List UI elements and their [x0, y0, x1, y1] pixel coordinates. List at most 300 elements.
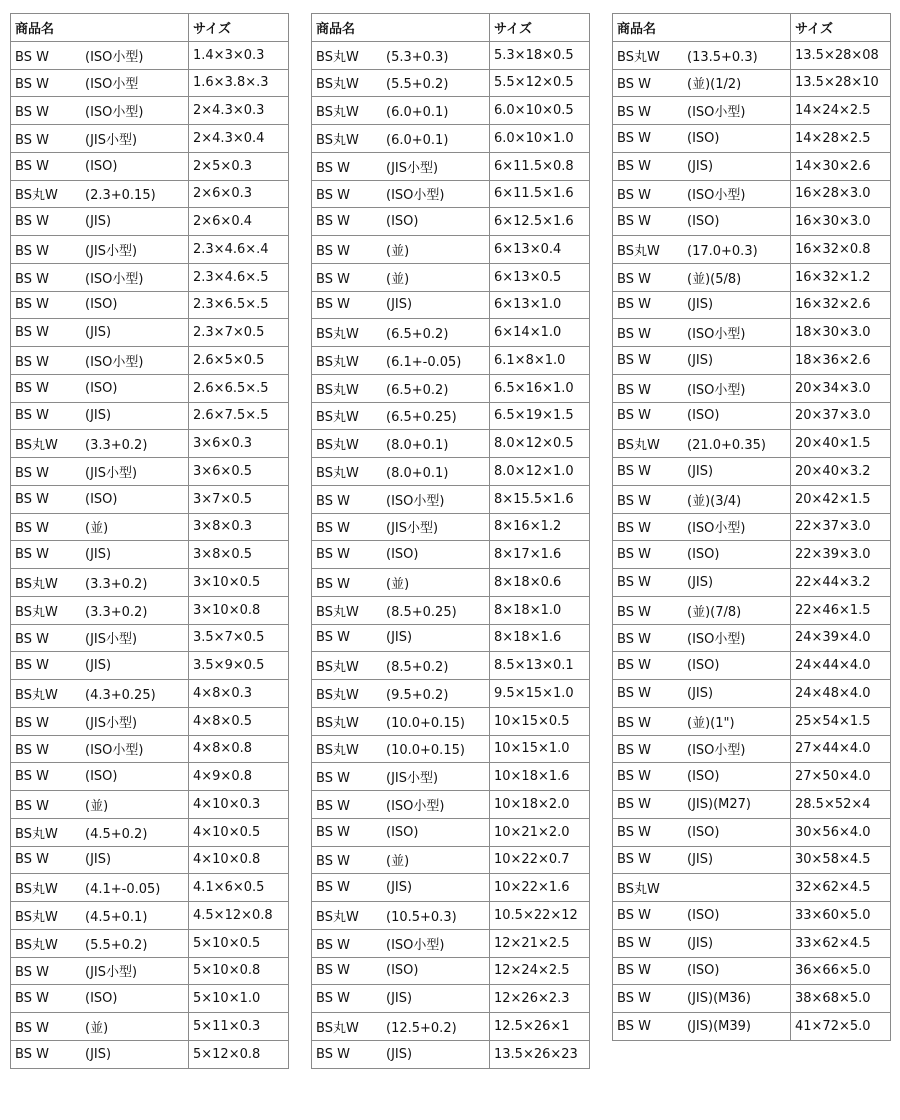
product-spec: (ISO): [687, 408, 720, 424]
product-spec: (ISO小型): [687, 105, 746, 121]
size-cell: 2×4.3×0.3: [189, 97, 289, 125]
size-cell: 5.5×12×0.5: [490, 69, 590, 97]
product-name: BS W: [316, 771, 350, 787]
product-name: BS W: [617, 521, 651, 537]
product-name-cell: [312, 763, 490, 791]
product-name-cell: [11, 985, 189, 1013]
product-name-cell: [312, 458, 490, 486]
product-name: BS丸W: [617, 882, 660, 898]
product-name-cell: [11, 929, 189, 957]
table-row: [11, 763, 289, 791]
product-name: BS丸W: [316, 465, 359, 481]
product-name-cell: [11, 97, 189, 125]
size-cell: 2×4.3×0.4: [189, 125, 289, 153]
product-spec: (ISO小型): [386, 493, 445, 509]
size-cell: 13.5×28×10: [791, 69, 891, 97]
product-name-cell: [312, 929, 490, 957]
product-name-cell: [11, 1013, 189, 1041]
product-name-cell: [11, 902, 189, 930]
product-name: BS丸W: [316, 105, 359, 121]
table-row: [11, 985, 289, 1013]
table-row: [613, 236, 891, 264]
product-spec: (JIS小型): [386, 771, 439, 787]
size-cell: 6×13×1.0: [490, 291, 590, 319]
table-row: [613, 291, 891, 319]
table-row: [312, 430, 590, 458]
product-spec: (JIS小型): [85, 132, 138, 148]
size-cell: 5×12×0.8: [189, 1040, 289, 1068]
product-name-cell: [11, 874, 189, 902]
size-cell: 24×39×4.0: [791, 624, 891, 652]
product-name: BS W: [617, 352, 651, 368]
product-spec: (8.0+0.1): [386, 465, 449, 481]
product-name-cell: [613, 236, 791, 264]
product-name: BS W: [15, 547, 49, 563]
product-spec: (JIS小型): [386, 160, 439, 176]
size-cell: 2.3×4.6×.4: [189, 236, 289, 264]
table-row: [613, 208, 891, 236]
size-cell: 20×40×3.2: [791, 458, 891, 486]
product-name-cell: [312, 374, 490, 402]
product-spec: (ISO): [85, 297, 118, 313]
size-cell: 20×42×1.5: [791, 485, 891, 513]
product-name: BS W: [617, 408, 651, 424]
product-name-cell: [613, 347, 791, 375]
product-name-cell: [11, 458, 189, 486]
product-name: BS W: [15, 465, 49, 481]
table-row: [312, 569, 590, 597]
product-spec: (JIS小型): [85, 243, 138, 259]
table-row: [11, 1013, 289, 1041]
table-row: [312, 652, 590, 680]
product-name-cell: [613, 596, 791, 624]
header-size: サイズ: [791, 14, 891, 42]
table-row: [613, 707, 891, 735]
product-name-cell: [11, 513, 189, 541]
product-spec: (JIS)(M27): [687, 796, 751, 812]
product-spec: (並): [386, 243, 410, 259]
product-name: BS W: [15, 132, 49, 148]
product-name: BS丸W: [15, 909, 58, 925]
size-cell: 4.5×12×0.8: [189, 902, 289, 930]
product-name: BS W: [15, 991, 49, 1007]
size-cell: 10.5×22×12: [490, 902, 590, 930]
product-name: BS丸W: [316, 438, 359, 454]
size-cell: 10×15×1.0: [490, 735, 590, 763]
table-row: [312, 541, 590, 569]
product-name: BS W: [617, 214, 651, 230]
size-cell: 22×39×3.0: [791, 541, 891, 569]
size-cell: 6×11.5×0.8: [490, 152, 590, 180]
table-header-row: [11, 14, 289, 42]
product-name-cell: [312, 735, 490, 763]
product-spec: (並): [85, 521, 109, 537]
product-spec: (ISO): [85, 158, 118, 174]
size-cell: 2.6×5×0.5: [189, 347, 289, 375]
product-name-cell: [312, 430, 490, 458]
product-name: BS W: [617, 327, 651, 343]
product-name-cell: [613, 707, 791, 735]
product-name: BS W: [15, 632, 49, 648]
product-name: BS W: [617, 907, 651, 923]
product-table-1: [10, 13, 289, 1069]
product-spec: (JIS): [386, 297, 413, 313]
product-name-cell: [613, 319, 791, 347]
size-cell: 2.3×7×0.5: [189, 319, 289, 347]
product-spec: (ISO小型): [85, 105, 144, 121]
product-name-cell: [312, 680, 490, 708]
table-header-row: [613, 14, 891, 42]
product-spec: (ISO): [687, 658, 720, 674]
table-row: [312, 41, 590, 69]
table-row: [613, 652, 891, 680]
product-name: BS丸W: [15, 826, 58, 842]
table-row: [312, 291, 590, 319]
table-row: [613, 319, 891, 347]
product-name-cell: [11, 1040, 189, 1068]
product-name-cell: [613, 458, 791, 486]
product-spec: (並): [386, 271, 410, 287]
size-cell: 14×30×2.6: [791, 152, 891, 180]
table-row: [312, 902, 590, 930]
product-name-cell: [613, 874, 791, 902]
table-row: [11, 569, 289, 597]
size-cell: 6×14×1.0: [490, 319, 590, 347]
product-spec: (ISO): [386, 214, 419, 230]
product-name: BS丸W: [617, 438, 660, 454]
product-spec: (ISO小型: [85, 77, 139, 93]
size-cell: 6.0×10×1.0: [490, 125, 590, 153]
product-spec: (JIS小型): [85, 965, 138, 981]
size-cell: 3×8×0.5: [189, 541, 289, 569]
table-row: [613, 1013, 891, 1041]
product-name: BS W: [617, 188, 651, 204]
product-name: BS W: [617, 715, 651, 731]
size-cell: 3×10×0.8: [189, 596, 289, 624]
product-name-cell: [11, 319, 189, 347]
table-row: [11, 846, 289, 874]
product-spec: (21.0+0.35): [687, 438, 766, 454]
product-spec: (ISO小型): [386, 798, 445, 814]
product-spec: (17.0+0.3): [687, 243, 758, 259]
table-row: [312, 97, 590, 125]
table-row: [312, 125, 590, 153]
product-name: BS W: [617, 574, 651, 590]
product-name-cell: [312, 180, 490, 208]
size-cell: 22×44×3.2: [791, 569, 891, 597]
product-name: BS丸W: [316, 132, 359, 148]
product-name-cell: [312, 236, 490, 264]
product-spec: (ISO小型): [687, 188, 746, 204]
product-name-cell: [613, 180, 791, 208]
size-cell: 6.5×16×1.0: [490, 374, 590, 402]
table-row: [11, 41, 289, 69]
product-name-cell: [11, 152, 189, 180]
product-spec: (3.3+0.2): [85, 438, 148, 454]
size-cell: 3×8×0.3: [189, 513, 289, 541]
product-spec: (並)(7/8): [687, 604, 742, 620]
table-row: [11, 874, 289, 902]
table-row: [312, 707, 590, 735]
table-row: [312, 1040, 590, 1068]
product-spec: (JIS): [85, 408, 112, 424]
product-name: BS W: [15, 380, 49, 396]
product-spec: (ISO): [386, 547, 419, 563]
product-name-cell: [613, 652, 791, 680]
table-row: [312, 374, 590, 402]
table-row: [613, 874, 891, 902]
product-spec: (4.3+0.25): [85, 687, 156, 703]
product-name: BS丸W: [15, 882, 58, 898]
table-row: [312, 69, 590, 97]
size-cell: 38×68×5.0: [791, 985, 891, 1013]
product-name-cell: [11, 374, 189, 402]
product-name-cell: [312, 818, 490, 846]
product-spec: (12.5+0.2): [386, 1020, 457, 1036]
product-spec: (9.5+0.2): [386, 687, 449, 703]
product-spec: (6.0+0.1): [386, 105, 449, 121]
product-spec: (ISO): [687, 907, 720, 923]
product-spec: (ISO): [687, 769, 720, 785]
table-row: [312, 596, 590, 624]
product-spec: (並): [386, 576, 410, 592]
product-name-cell: [613, 97, 791, 125]
table-row: [11, 791, 289, 819]
product-spec: (8.5+0.25): [386, 604, 457, 620]
product-name-cell: [11, 291, 189, 319]
product-spec: (4.5+0.1): [85, 909, 148, 925]
product-name: BS W: [316, 963, 350, 979]
table-row: [613, 125, 891, 153]
product-spec: (ISO): [386, 963, 419, 979]
product-name: BS W: [316, 188, 350, 204]
product-table-3: [612, 13, 891, 1041]
product-name-cell: [11, 957, 189, 985]
table-row: [613, 97, 891, 125]
product-name: BS W: [617, 963, 651, 979]
size-cell: 12.5×26×1: [490, 1013, 590, 1041]
size-cell: 5×10×0.8: [189, 957, 289, 985]
size-cell: 18×30×3.0: [791, 319, 891, 347]
product-name-cell: [11, 236, 189, 264]
product-name: BS W: [617, 105, 651, 121]
product-spec: (2.3+0.15): [85, 188, 156, 204]
product-table-2: [311, 13, 590, 1069]
product-name-cell: [613, 374, 791, 402]
table-row: [613, 902, 891, 930]
table-row: [11, 208, 289, 236]
table-row: [11, 402, 289, 430]
table-row: [613, 402, 891, 430]
product-name: BS W: [15, 408, 49, 424]
table-row: [312, 236, 590, 264]
product-name: BS W: [617, 685, 651, 701]
product-name-cell: [312, 624, 490, 652]
product-name: BS W: [617, 1018, 651, 1034]
product-spec: (JIS): [386, 1046, 413, 1062]
product-name-cell: [613, 929, 791, 957]
size-cell: 16×30×3.0: [791, 208, 891, 236]
size-cell: 6.1×8×1.0: [490, 347, 590, 375]
size-cell: 20×37×3.0: [791, 402, 891, 430]
product-name-cell: [312, 152, 490, 180]
table-row: [11, 735, 289, 763]
size-cell: 5×10×1.0: [189, 985, 289, 1013]
size-cell: 10×21×2.0: [490, 818, 590, 846]
product-name: BS W: [617, 769, 651, 785]
product-name: BS W: [15, 769, 49, 785]
size-cell: 14×28×2.5: [791, 125, 891, 153]
table-row: [11, 125, 289, 153]
product-name-cell: [11, 485, 189, 513]
product-name-cell: [613, 152, 791, 180]
product-name: BS丸W: [316, 354, 359, 370]
product-spec: (JIS): [85, 852, 112, 868]
table-row: [11, 541, 289, 569]
product-spec: (ISO): [85, 491, 118, 507]
product-name: BS W: [15, 49, 49, 65]
product-spec: (JIS): [687, 352, 714, 368]
table-row: [11, 319, 289, 347]
product-name-cell: [312, 513, 490, 541]
product-name: BS W: [316, 798, 350, 814]
table-row: [11, 818, 289, 846]
product-name: BS W: [617, 158, 651, 174]
product-name-cell: [613, 569, 791, 597]
product-spec: (6.1+-0.05): [386, 354, 462, 370]
product-name: BS丸W: [316, 1020, 359, 1036]
product-name: BS W: [316, 243, 350, 259]
product-spec: (10.0+0.15): [386, 715, 465, 731]
product-name-cell: [312, 41, 490, 69]
product-name: BS丸W: [15, 687, 58, 703]
product-name: BS W: [15, 158, 49, 174]
size-cell: 24×48×4.0: [791, 680, 891, 708]
product-name: BS W: [617, 463, 651, 479]
table-row: [312, 846, 590, 874]
product-spec: (10.0+0.15): [386, 743, 465, 759]
product-spec: (JIS)(M39): [687, 1018, 751, 1034]
product-name: BS W: [15, 852, 49, 868]
product-name: BS W: [15, 658, 49, 674]
size-cell: 22×37×3.0: [791, 513, 891, 541]
size-cell: 22×46×1.5: [791, 596, 891, 624]
product-spec: (JIS)(M36): [687, 991, 751, 1007]
product-name: BS W: [316, 937, 350, 953]
product-spec: (ISO): [85, 769, 118, 785]
product-name-cell: [11, 791, 189, 819]
table-row: [613, 263, 891, 291]
table-row: [613, 680, 891, 708]
size-cell: 2.6×7.5×.5: [189, 402, 289, 430]
table-row: [11, 624, 289, 652]
size-cell: 6×12.5×1.6: [490, 208, 590, 236]
product-name-cell: [312, 985, 490, 1013]
size-cell: 5×11×0.3: [189, 1013, 289, 1041]
size-cell: 4×10×0.5: [189, 818, 289, 846]
table-row: [11, 485, 289, 513]
product-name: BS W: [15, 1046, 49, 1062]
product-name-cell: [11, 208, 189, 236]
product-name-cell: [11, 624, 189, 652]
table-row: [11, 180, 289, 208]
table-row: [613, 374, 891, 402]
table-row: [11, 596, 289, 624]
product-name-cell: [613, 902, 791, 930]
product-name: BS W: [15, 77, 49, 93]
table-row: [11, 374, 289, 402]
size-cell: 8.5×13×0.1: [490, 652, 590, 680]
size-cell: 12×26×2.3: [490, 985, 590, 1013]
product-spec: (ISO小型): [386, 188, 445, 204]
product-spec: (JIS): [687, 463, 714, 479]
table-row: [312, 1013, 590, 1041]
product-name-cell: [613, 763, 791, 791]
product-name: BS丸W: [15, 576, 58, 592]
table-row: [11, 652, 289, 680]
size-cell: 8×16×1.2: [490, 513, 590, 541]
product-name: BS W: [15, 491, 49, 507]
size-cell: 20×40×1.5: [791, 430, 891, 458]
product-name: BS W: [617, 935, 651, 951]
size-cell: 8×18×0.6: [490, 569, 590, 597]
size-cell: 27×44×4.0: [791, 735, 891, 763]
product-name-cell: [613, 818, 791, 846]
product-spec: (8.5+0.2): [386, 660, 449, 676]
product-name-cell: [613, 430, 791, 458]
size-cell: 6×13×0.5: [490, 263, 590, 291]
product-spec: (JIS): [386, 991, 413, 1007]
product-name: BS W: [316, 297, 350, 313]
product-spec: (ISO小型): [687, 521, 746, 537]
product-spec: (3.3+0.2): [85, 604, 148, 620]
product-name: BS W: [316, 547, 350, 563]
size-cell: 8×18×1.0: [490, 596, 590, 624]
product-name-cell: [11, 347, 189, 375]
product-name: BS W: [15, 965, 49, 981]
table-row: [11, 1040, 289, 1068]
product-name: BS W: [15, 214, 49, 230]
product-name: BS丸W: [617, 243, 660, 259]
product-spec: (ISO小型): [687, 382, 746, 398]
size-cell: 18×36×2.6: [791, 347, 891, 375]
size-cell: 12×21×2.5: [490, 929, 590, 957]
table-header-row: [312, 14, 590, 42]
product-name: BS W: [15, 354, 49, 370]
product-name-cell: [613, 263, 791, 291]
size-cell: 16×32×2.6: [791, 291, 891, 319]
product-spec: (5.5+0.2): [386, 77, 449, 93]
product-name: BS丸W: [316, 77, 359, 93]
product-spec: (JIS): [687, 852, 714, 868]
product-name-cell: [312, 596, 490, 624]
product-spec: (8.0+0.1): [386, 438, 449, 454]
table-row: [613, 957, 891, 985]
size-cell: 14×24×2.5: [791, 97, 891, 125]
size-cell: 16×32×1.2: [791, 263, 891, 291]
product-name: BS W: [316, 576, 350, 592]
product-name: BS丸W: [316, 382, 359, 398]
product-spec: (ISO): [687, 130, 720, 146]
product-spec: (5.3+0.3): [386, 49, 449, 65]
product-name: BS丸W: [15, 188, 58, 204]
size-cell: 8.0×12×0.5: [490, 430, 590, 458]
product-name-cell: [312, 902, 490, 930]
table-row: [613, 624, 891, 652]
product-spec: (JIS小型): [85, 715, 138, 731]
table-row: [11, 347, 289, 375]
product-name: BS W: [316, 521, 350, 537]
